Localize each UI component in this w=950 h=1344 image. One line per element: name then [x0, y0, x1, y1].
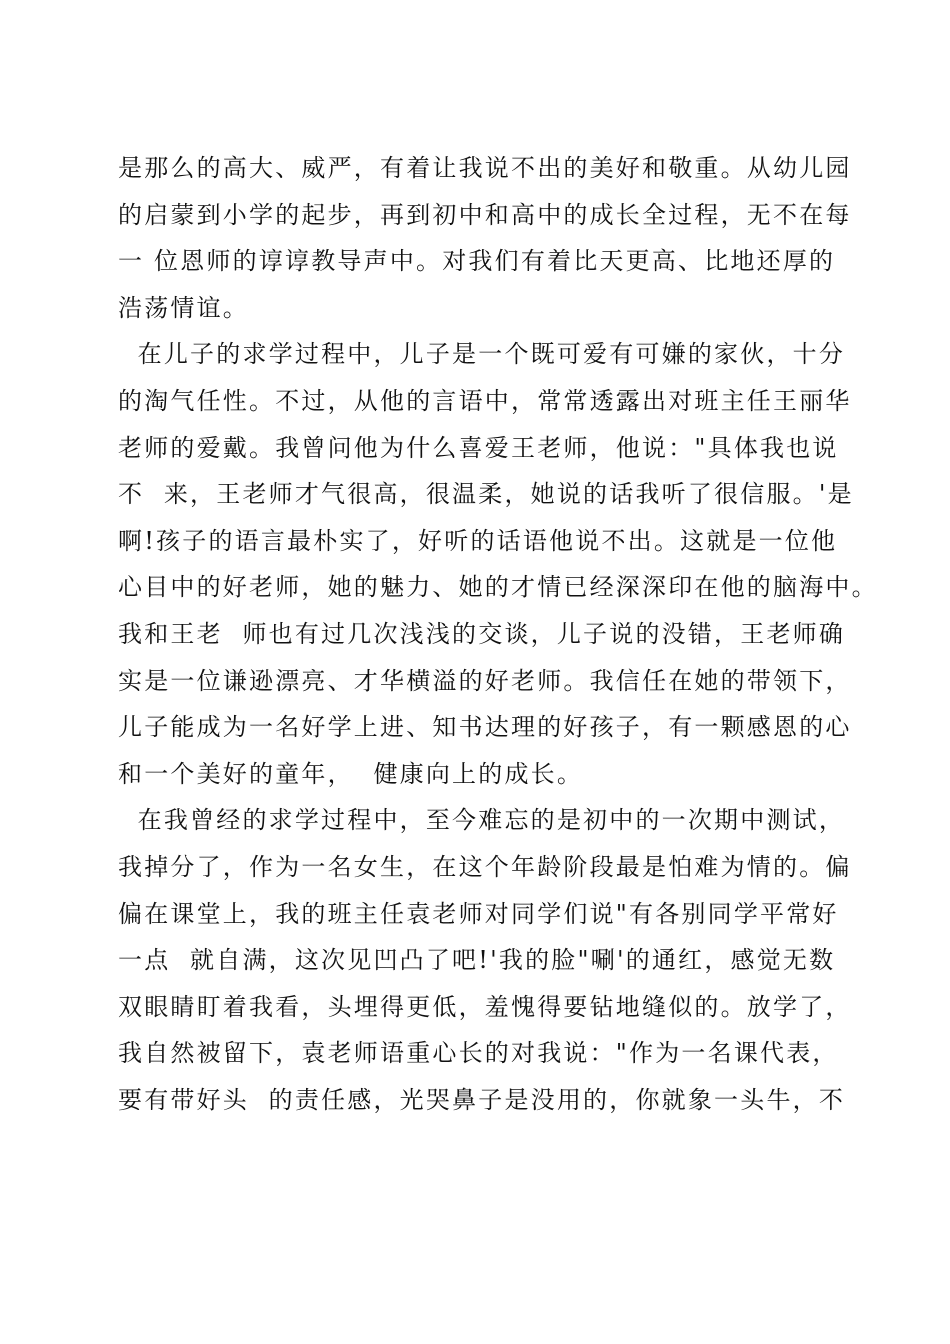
text-line: 和一个美好的童年， 健康向上的成长。 [118, 759, 584, 788]
text-line: 啊!孩子的语言最朴实了，好听的话语他说不出。这就是一位他 [118, 526, 838, 555]
text-line: 是那么的高大、威严，有着让我说不出的美好和敬重。从幼儿园 [118, 154, 852, 182]
text-line: 在我曾经的求学过程中，至今难忘的是初中的一次期中测试， [118, 806, 846, 835]
text-line: 我和王老 师也有过几次浅浅的交谈，儿子说的没错，王老师确 [118, 619, 846, 648]
text-line: 双眼睛盯着我看，头埋得更低，羞愧得要钻地缝似的。放学了， [118, 992, 852, 1021]
document-body-text [118, 148, 878, 1126]
text-line: 实是一位谦逊漂亮、才华横溢的好老师。我信任在她的带领下， [118, 666, 852, 695]
text-line: 浩荡情谊。 [118, 293, 249, 322]
text-line: 一 位恩师的谆谆教导声中。对我们有着比天更高、比地还厚的 [118, 247, 836, 276]
text-line: 老师的爱戴。我曾问他为什么喜爱王老师，他说："具体我也说 [118, 433, 839, 462]
text-line: 在儿子的求学过程中，儿子是一个既可爱有可嫌的家伙，十分 [118, 340, 846, 369]
text-line: 我自然被留下，袁老师语重心长的对我说："作为一名课代表， [118, 1039, 839, 1068]
text-line: 我掉分了，作为一名女生，在这个年龄阶段最是怕难为情的。偏 [118, 852, 852, 881]
text-line: 儿子能成为一名好学上进、知书达理的好孩子，有一颗感恩的心 [118, 713, 852, 742]
text-line: 偏在课堂上，我的班主任袁老师对同学们说"有各别同学平常好 [118, 899, 839, 928]
text-line: 的启蒙到小学的起步，再到初中和高中的成长全过程，无不在每 [118, 200, 852, 229]
text-line: 心目中的好老师，她的魅力、她的才情已经深深印在他的脑海中。 [118, 573, 878, 602]
text-line: 的淘气任性。不过，从他的言语中，常常透露出对班主任王丽华 [118, 386, 852, 415]
text-line: 不 来，王老师才气很高，很温柔，她说的话我听了很信服。'是 [118, 480, 854, 509]
text-line: 要有带好头 的责任感，光哭鼻子是没用的，你就象一头牛，不 [118, 1085, 846, 1114]
text-line: 一点 就自满，这次见凹凸了吧!'我的脸"唰'的通红，感觉无数 [118, 946, 836, 975]
